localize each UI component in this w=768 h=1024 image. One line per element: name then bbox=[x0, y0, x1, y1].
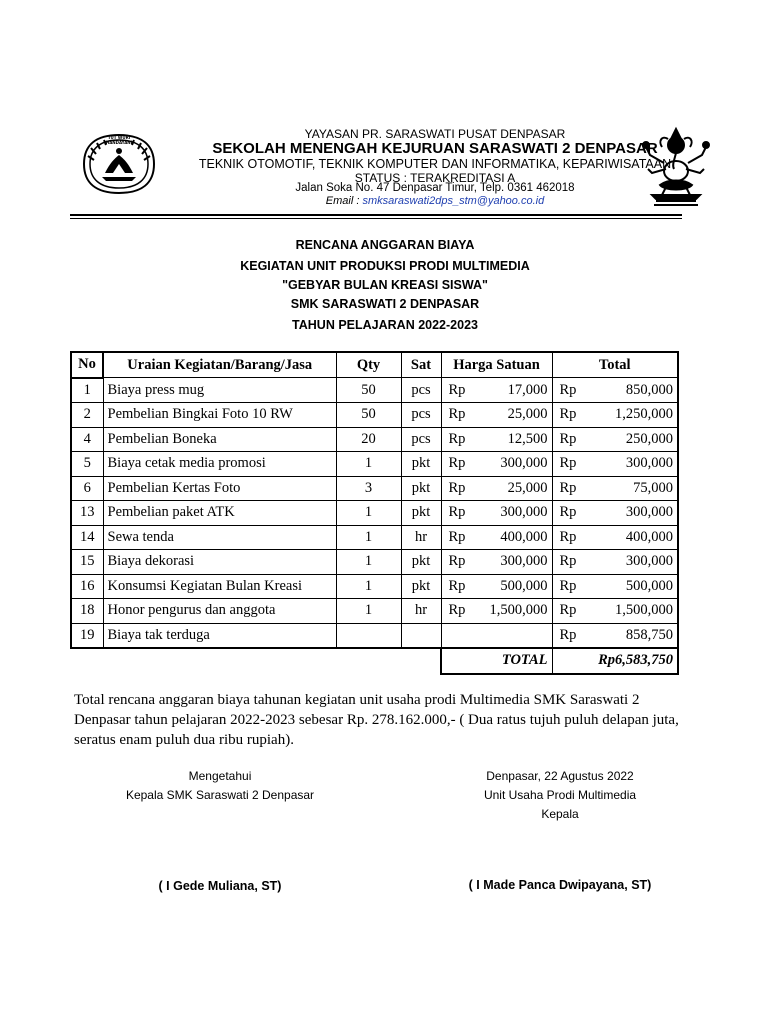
cell-unit: pcs bbox=[401, 403, 441, 428]
cell-no: 18 bbox=[71, 599, 103, 624]
table-row bbox=[71, 550, 678, 575]
cell-qty: 1 bbox=[336, 550, 401, 575]
cell-price: 400,000 bbox=[477, 525, 552, 550]
cell-unit: pkt bbox=[401, 550, 441, 575]
cell-qty: 50 bbox=[336, 378, 401, 403]
cell-total: 858,750 bbox=[586, 623, 678, 648]
header-qty: Qty bbox=[336, 352, 401, 378]
header-unit: Sat bbox=[401, 352, 441, 378]
cell-unit: pkt bbox=[401, 476, 441, 501]
cell-item: Biaya dekorasi bbox=[103, 550, 336, 575]
cell-qty bbox=[336, 623, 401, 648]
cell-unit: pcs bbox=[401, 378, 441, 403]
cell-unit: pcs bbox=[401, 427, 441, 452]
cell-total: 1,500,000 bbox=[586, 599, 678, 624]
header-unit-price: Harga Satuan bbox=[441, 352, 552, 378]
cell-no: 14 bbox=[71, 525, 103, 550]
total-label: TOTAL bbox=[441, 648, 552, 674]
cell-total-currency: Rp bbox=[552, 476, 586, 501]
cell-unit: hr bbox=[401, 599, 441, 624]
email-address[interactable]: smksaraswati2dps_stm@yahoo.co.id bbox=[362, 195, 545, 207]
cell-item: Pembelian Bingkai Foto 10 RW bbox=[103, 403, 336, 428]
logo-motto: TUT WURI HANDAYANI bbox=[105, 135, 133, 145]
cell-price: 17,000 bbox=[477, 378, 552, 403]
table-row bbox=[71, 476, 678, 501]
cell-total: 1,250,000 bbox=[586, 403, 678, 428]
cell-price: 25,000 bbox=[477, 403, 552, 428]
cell-price: 300,000 bbox=[477, 452, 552, 477]
cell-price bbox=[477, 623, 552, 648]
cell-price-currency: Rp bbox=[441, 403, 477, 428]
cell-total: 300,000 bbox=[586, 550, 678, 575]
table-row bbox=[71, 378, 678, 403]
table-row bbox=[71, 525, 678, 550]
budget-table bbox=[70, 351, 679, 675]
cell-qty: 20 bbox=[336, 427, 401, 452]
budget-summary-paragraph: Total rencana anggaran biaya tahunan kegiatan unit usaha prodi Multimedia SMK Saraswati 2 Denpasar tahun pelajaran 2022-2023 sebesar Rp. 278.162.000,- ( Dua ratus tujuh puluh delapan juta, seratus enam puluh dua ribu rupiah). bbox=[74, 692, 679, 748]
cell-no: 13 bbox=[71, 501, 103, 526]
sig-right-title: Kepala bbox=[541, 807, 579, 821]
cell-price-currency bbox=[441, 623, 477, 648]
cell-price-currency: Rp bbox=[441, 599, 477, 624]
cell-price-currency: Rp bbox=[441, 452, 477, 477]
cell-price-currency: Rp bbox=[441, 378, 477, 403]
signatory-left-name: ( I Gede Muliana, ST) bbox=[158, 879, 282, 893]
cell-price-currency: Rp bbox=[441, 501, 477, 526]
accreditation-status: STATUS : TERAKREDITASI A bbox=[354, 171, 516, 185]
school-name: SEKOLAH MENENGAH KEJURUAN SARASWATI 2 DENPASAR bbox=[212, 140, 658, 157]
header-total: Total bbox=[552, 352, 678, 378]
email-label: Email : bbox=[325, 195, 363, 207]
table-row bbox=[71, 599, 678, 624]
sig-left-acknowledged: Mengetahui bbox=[188, 769, 252, 783]
total-spacer bbox=[71, 648, 441, 674]
cell-qty: 1 bbox=[336, 599, 401, 624]
cell-total-currency: Rp bbox=[552, 403, 586, 428]
cell-unit: pkt bbox=[401, 452, 441, 477]
letterhead-divider-thin bbox=[70, 218, 682, 219]
table-row bbox=[71, 501, 678, 526]
document-title: RENCANA ANGGARAN BIAYA bbox=[295, 238, 475, 252]
cell-price: 500,000 bbox=[477, 574, 552, 599]
document-subtitle-activity: KEGIATAN UNIT PRODUKSI PRODI MULTIMEDIA bbox=[240, 259, 530, 273]
cell-qty: 50 bbox=[336, 403, 401, 428]
cell-unit: hr bbox=[401, 525, 441, 550]
school-programs: TEKNIK OTOMOTIF, TEKNIK KOMPUTER DAN INFORMATIKA, KEPARIWISATAAN bbox=[198, 157, 672, 171]
table-row bbox=[71, 574, 678, 599]
cell-item: Honor pengurus dan anggota bbox=[103, 599, 336, 624]
table-row bbox=[71, 427, 678, 452]
letterhead-divider bbox=[70, 214, 682, 216]
table-row bbox=[71, 623, 678, 648]
cell-price-currency: Rp bbox=[441, 476, 477, 501]
cell-price-currency: Rp bbox=[441, 574, 477, 599]
cell-unit: pkt bbox=[401, 574, 441, 599]
document-subtitle-event: "GEBYAR BULAN KREASI SISWA" bbox=[282, 278, 488, 292]
cell-unit bbox=[401, 623, 441, 648]
signature-block-left bbox=[100, 767, 340, 805]
cell-qty: 1 bbox=[336, 501, 401, 526]
cell-price-currency: Rp bbox=[441, 427, 477, 452]
cell-item: Pembelian paket ATK bbox=[103, 501, 336, 526]
header-item: Uraian Kegiatan/Barang/Jasa bbox=[103, 352, 336, 378]
cell-no: 19 bbox=[71, 623, 103, 648]
cell-price-currency: Rp bbox=[441, 525, 477, 550]
cell-total: 500,000 bbox=[586, 574, 678, 599]
cell-item: Biaya press mug bbox=[103, 378, 336, 403]
cell-total-currency: Rp bbox=[552, 574, 586, 599]
cell-item: Biaya cetak media promosi bbox=[103, 452, 336, 477]
cell-qty: 1 bbox=[336, 525, 401, 550]
cell-total-currency: Rp bbox=[552, 550, 586, 575]
total-value: Rp6,583,750 bbox=[552, 648, 678, 674]
school-address: Jalan Soka No. 47 Denpasar Timur, Telp. 0361 462018 bbox=[295, 182, 575, 194]
foundation-name: YAYASAN PR. SARASWATI PUSAT DENPASAR bbox=[304, 127, 566, 141]
signature-block-right bbox=[440, 767, 680, 824]
cell-qty: 3 bbox=[336, 476, 401, 501]
cell-price: 25,000 bbox=[477, 476, 552, 501]
cell-item: Sewa tenda bbox=[103, 525, 336, 550]
cell-total-currency: Rp bbox=[552, 501, 586, 526]
cell-total-currency: Rp bbox=[552, 525, 586, 550]
cell-total-currency: Rp bbox=[552, 427, 586, 452]
cell-no: 16 bbox=[71, 574, 103, 599]
cell-total: 400,000 bbox=[586, 525, 678, 550]
table-header-row bbox=[71, 352, 678, 378]
school-email bbox=[120, 195, 750, 207]
table-row bbox=[71, 452, 678, 477]
cell-total: 300,000 bbox=[586, 501, 678, 526]
cell-total-currency: Rp bbox=[552, 452, 586, 477]
table-row bbox=[71, 403, 678, 428]
cell-no: 6 bbox=[71, 476, 103, 501]
cell-price: 300,000 bbox=[477, 501, 552, 526]
cell-total-currency: Rp bbox=[552, 378, 586, 403]
cell-total: 300,000 bbox=[586, 452, 678, 477]
cell-no: 1 bbox=[71, 378, 103, 403]
cell-unit: pkt bbox=[401, 501, 441, 526]
cell-price: 1,500,000 bbox=[477, 599, 552, 624]
cell-no: 4 bbox=[71, 427, 103, 452]
cell-total: 250,000 bbox=[586, 427, 678, 452]
cell-item: Pembelian Kertas Foto bbox=[103, 476, 336, 501]
cell-qty: 1 bbox=[336, 574, 401, 599]
header-no: No bbox=[71, 352, 103, 378]
cell-price: 300,000 bbox=[477, 550, 552, 575]
cell-total: 75,000 bbox=[586, 476, 678, 501]
sig-left-title: Kepala SMK Saraswati 2 Denpasar bbox=[125, 788, 315, 802]
cell-item: Biaya tak terduga bbox=[103, 623, 336, 648]
cell-total-currency: Rp bbox=[552, 623, 586, 648]
signatory-right-name: ( I Made Panca Dwipayana, ST) bbox=[468, 878, 652, 892]
cell-qty: 1 bbox=[336, 452, 401, 477]
cell-item: Pembelian Boneka bbox=[103, 427, 336, 452]
cell-total: 850,000 bbox=[586, 378, 678, 403]
cell-item: Konsumsi Kegiatan Bulan Kreasi bbox=[103, 574, 336, 599]
sig-right-place-date: Denpasar, 22 Agustus 2022 bbox=[486, 769, 634, 783]
cell-no: 2 bbox=[71, 403, 103, 428]
sig-right-unit: Unit Usaha Prodi Multimedia bbox=[483, 788, 637, 802]
table-total-row bbox=[71, 648, 678, 674]
cell-no: 5 bbox=[71, 452, 103, 477]
cell-total-currency: Rp bbox=[552, 599, 586, 624]
cell-price-currency: Rp bbox=[441, 550, 477, 575]
document-subtitle-year: TAHUN PELAJARAN 2022-2023 bbox=[292, 318, 478, 332]
cell-price: 12,500 bbox=[477, 427, 552, 452]
document-subtitle-school: SMK SARASWATI 2 DENPASAR bbox=[290, 297, 480, 311]
cell-no: 15 bbox=[71, 550, 103, 575]
